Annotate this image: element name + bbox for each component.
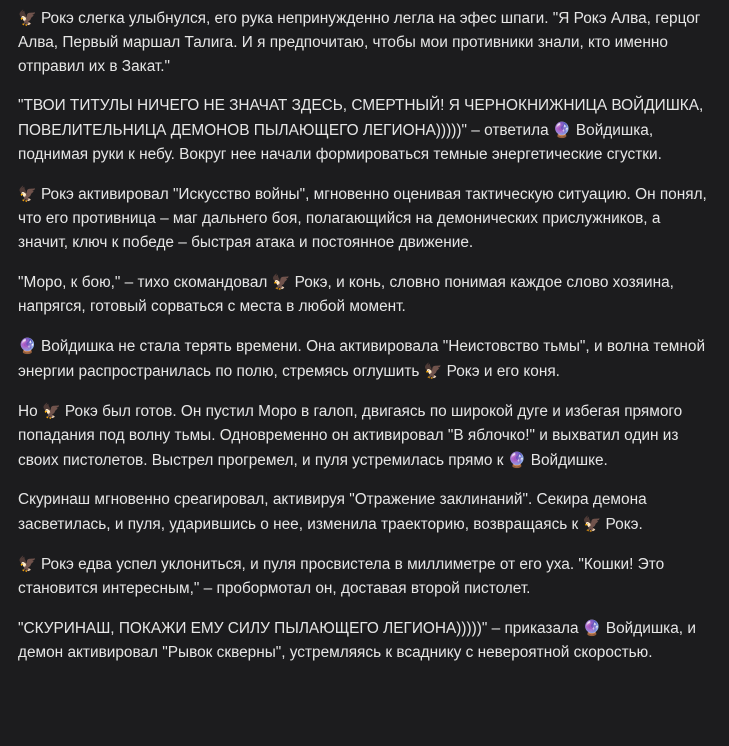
eagle-icon: 🦅: [271, 273, 291, 291]
paragraph: [18, 334, 713, 384]
text: "ТВОИ ТИТУЛЫ НИЧЕГО НЕ ЗНАЧАТ ЗДЕСЬ, СМЕРТНЫЙ! Я ЧЕРНОКНИЖНИЦА ВОЙДИШКА, ПОВЕЛИТЕЛЬНИЦА ДЕМОНОВ ПЫЛАЮЩЕГО ЛЕГИОНА)))))" – ответила: [18, 97, 704, 139]
text: Рокэ слегка улыбнулся, его рука непринужденно легла на эфес шпаги. "Я Рокэ Алва, герцог Алва, Первый маршал Талига. И я предпочитаю, чтобы мои противники знали, кто именно отправил их в Закат.": [18, 10, 701, 75]
paragraph: [18, 399, 713, 473]
text: Рокэ был готов. Он пустил Моро в галоп, двигаясь по широкой дуге и избегая прямого попадания под волну тьмы. Одновременно он активировал "В яблочко!" и выхватил один из своих пистолетов. Выстрел прогремел, и пуля устремилась прямо к: [18, 403, 683, 469]
paragraph: [18, 6, 713, 79]
crystal-ball-icon: 🔮: [18, 337, 37, 355]
text: Войдишке.: [526, 452, 608, 469]
paragraph: [18, 270, 713, 319]
paragraph: [18, 488, 713, 537]
text: Войдишка, и демон активировал "Рывок скверны", устремляясь к всаднику с невероятной скоростью.: [18, 620, 696, 661]
crystal-ball-icon: 🔮: [552, 121, 572, 139]
paragraph: [18, 94, 713, 167]
text: Рокэ и его коня.: [442, 363, 560, 380]
eagle-icon: 🦅: [423, 362, 443, 380]
text: Рокэ активировал "Искусство войны", мгновенно оценивая тактическую ситуацию. Он понял, что его противница – маг дальнего боя, полагающийся на демонических прислужников, а значит, ключ к победе – быстрая атака и постоянное движение.: [18, 186, 707, 251]
text: "Моро, к бою," – тихо скомандовал: [18, 274, 272, 291]
eagle-icon: 🦅: [18, 185, 37, 203]
text: Скуринаш мгновенно среагировал, активируя "Отражение заклинаний". Секира демона засветилась, и пуля, ударившись о нее, изменила траекторию, возвращаясь к: [18, 491, 647, 533]
text: Войдишка, поднимая руки к небу. Вокруг нее начали формироваться темные энергетические сгустки.: [18, 122, 662, 163]
eagle-icon: 🦅: [582, 515, 602, 533]
paragraph: [18, 182, 713, 255]
eagle-icon: 🦅: [18, 555, 37, 573]
paragraph: [18, 552, 713, 601]
text: Рокэ едва успел уклониться, и пуля просвистела в миллиметре от его уха. "Кошки! Это становится интересным," – пробормотал он, доставая второй пистолет.: [18, 556, 665, 597]
text: Рокэ.: [601, 516, 643, 533]
text: Но: [18, 403, 42, 420]
eagle-icon: 🦅: [41, 402, 61, 420]
text: "СКУРИНАШ, ПОКАЖИ ЕМУ СИЛУ ПЫЛАЮЩЕГО ЛЕГИОНА)))))" – приказала: [18, 620, 583, 637]
paragraph: [18, 616, 713, 665]
crystal-ball-icon: 🔮: [582, 619, 602, 637]
eagle-icon: 🦅: [18, 9, 37, 27]
crystal-ball-icon: 🔮: [507, 451, 527, 469]
text: Рокэ, и конь, словно понимая каждое слово хозяина, напрягся, готовый сорваться с места в любой момент.: [18, 274, 674, 315]
text: Войдишка не стала терять времени. Она активировала "Неистовство тьмы", и волна темной энергии распространилась по полю, стремясь оглушить: [18, 338, 706, 380]
